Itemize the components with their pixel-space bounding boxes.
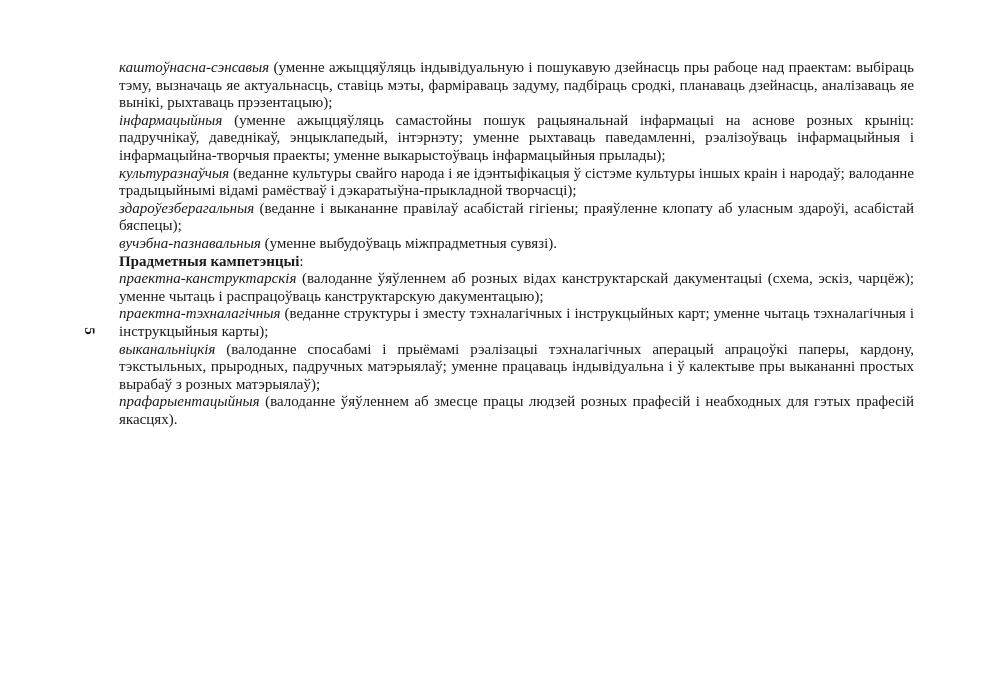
section-heading-text: Прадметныя кампетэнцыі (119, 253, 300, 270)
competence-entry-informational (119, 113, 914, 166)
competence-entry-health-saving (119, 201, 914, 236)
section-heading-colon: : (299, 253, 304, 270)
section-heading-subject-competences (119, 254, 914, 272)
competence-term: выканальніцкія (119, 341, 216, 358)
competence-term: праектна-канструктарскія (119, 271, 297, 288)
competence-description: (уменне ажыццяўляць самастойны пошук рацыянальнай інфармацыі на аснове розных крыніц: падручнікаў, даведнікаў, энцыклапедый, інтэрнэту; уменне рыхтаваць паведамленні, рэалізоўваць інфармацыйныя і інфармацыйна-творчыя праекты; уменне выкарыстоўваць інфармацыйныя прылады); (119, 112, 914, 164)
competence-term: каштоўнасна-сэнсавыя (119, 60, 270, 76)
competence-description: (веданне структуры і зместу тэхналагічных і інструкцыйных карт; уменне чытаць тэхналагічныя і інструкцыйныя карты); (119, 306, 914, 340)
competence-entry-cultural (119, 166, 914, 201)
competence-description: (валоданне ўяўленнем аб розных відах канструктарскай дакументацыі (схема, эскіз, чарцёж); уменне чытаць і распрацоўваць канструктарскую дакументацыю); (119, 271, 914, 305)
competence-term: інфармацыйныя (119, 112, 223, 129)
competence-entry-career-orientation (119, 394, 914, 429)
competence-description: (валоданне спосабамі і прыёмамі рэалізацыі тэхналагічных аперацый апрацоўкі паперы, кардону, тэкстыльных, прыродных, падручных матэрыялаў; уменне працаваць індывідуальна і ў калектыве пры выкананні простых вырабаў з розных матэрыялаў); (119, 341, 914, 393)
competence-term: праектна-тэхналагічныя (119, 306, 281, 323)
document-body (119, 60, 914, 429)
competence-term: вучэбна-пазнавальныя (119, 235, 261, 252)
competence-entry-value-semantic (119, 60, 914, 113)
competence-term: прафарыентацыйныя (119, 394, 260, 411)
competence-entry-design-construction (119, 271, 914, 306)
competence-term: здароўезберагальныя (119, 200, 255, 217)
competence-term: культуразнаўчыя (119, 165, 230, 182)
competence-entry-design-technology (119, 306, 914, 341)
page-number: 5 (81, 327, 97, 335)
competence-description: (валоданне ўяўленнем аб змесце працы людзей розных прафесій і неабходных для гэтых прафесій якасцях). (119, 394, 914, 428)
competence-entry-educational-cognitive (119, 236, 914, 254)
competence-description: (веданне і выкананне правілаў асабістай гігіены; праяўленне клопату аб уласным здароўі, асабістай бяспецы); (119, 200, 914, 235)
competence-description: (уменне выбудоўваць міжпрадметныя сувязі). (260, 235, 557, 252)
competence-entry-performing (119, 342, 914, 395)
competence-description: (уменне ажыццяўляць індывідуальную і пошукавую дзейнасць пры рабоце над праектам: выбіраць тэму, вызначаць яе актуальнасць, ставіць мэты, фарміраваць задуму, падбіраць сродкі, планаваць дзейнасць, аналізаваць яе вынікі, рыхтаваць прэзентацыю); (119, 60, 914, 112)
competence-description: (веданне культуры свайго народа і яе ідэнтыфікацыя ў сістэме культуры іншых краін і народаў; валоданне традыцыйнымі відамі рамёстваў і дэкаратыўна-прыкладной творчасці); (119, 165, 914, 200)
